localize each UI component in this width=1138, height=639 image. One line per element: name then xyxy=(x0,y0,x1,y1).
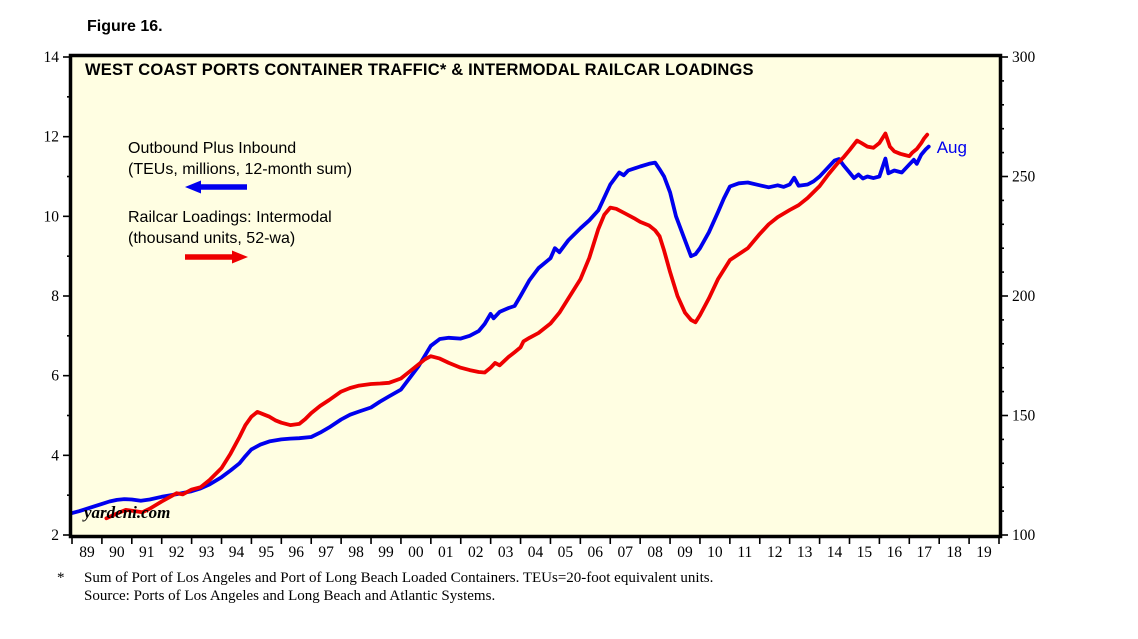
series-end-label: Aug xyxy=(936,137,967,157)
x-axis-tick-label: 00 xyxy=(408,544,424,561)
x-axis-tick-label: 17 xyxy=(916,544,932,561)
x-axis-tick-label: 02 xyxy=(467,544,484,561)
x-axis-tick-label: 92 xyxy=(168,544,185,561)
right-axis-tick-label: 300 xyxy=(1012,49,1036,66)
legend-series1-line1: Outbound Plus Inbound xyxy=(128,140,297,157)
x-axis-tick-label: 07 xyxy=(617,544,633,561)
left-axis-tick-label: 12 xyxy=(43,128,59,146)
right-axis-tick-label: 100 xyxy=(1012,527,1036,544)
x-axis-tick-label: 18 xyxy=(946,544,962,561)
legend-series2 xyxy=(128,207,332,249)
left-axis-tick-label: 6 xyxy=(51,367,59,385)
x-axis-tick-label: 97 xyxy=(318,544,334,561)
legend-series1-line2: (TEUs, millions, 12-month sum) xyxy=(128,161,353,178)
x-axis-tick-label: 13 xyxy=(796,544,813,561)
chart-title: WEST COAST PORTS CONTAINER TRAFFIC* & INTERMODAL RAILCAR LOADINGS xyxy=(85,61,754,79)
x-axis-tick-label: 10 xyxy=(707,544,723,561)
legend-series2-line2: (thousand units, 52-wa) xyxy=(128,230,296,247)
footnote-line1: Sum of Port of Los Angeles and Port of Long Beach Loaded Containers. TEUs=20-foot equivalent units. xyxy=(84,570,714,586)
x-axis-tick-label: 98 xyxy=(348,544,364,561)
right-axis-tick-label: 200 xyxy=(1012,288,1036,305)
footnote-line2: Source: Ports of Los Angeles and Long Beach and Atlantic Systems. xyxy=(84,588,496,604)
left-axis-tick-label: 10 xyxy=(43,208,59,226)
x-axis-tick-label: 11 xyxy=(737,544,753,561)
left-axis-tick-label: 8 xyxy=(51,288,59,305)
left-axis-tick-label: 2 xyxy=(51,527,59,544)
plot-area xyxy=(72,57,999,535)
x-axis-tick-label: 05 xyxy=(557,544,574,561)
legend-series2-line1: Railcar Loadings: Intermodal xyxy=(128,209,332,226)
x-axis-tick-label: 14 xyxy=(826,544,843,561)
x-axis-tick-label: 90 xyxy=(109,544,125,561)
left-axis-tick-label: 4 xyxy=(51,447,59,465)
x-axis-tick-label: 19 xyxy=(976,544,992,561)
x-axis-tick-label: 03 xyxy=(497,544,514,561)
footnote-star: * xyxy=(57,570,65,586)
x-axis-tick-label: 09 xyxy=(677,544,693,561)
x-axis-tick-label: 12 xyxy=(766,544,783,561)
left-axis-tick-label: 14 xyxy=(43,49,59,66)
x-axis-tick-label: 94 xyxy=(228,544,245,561)
x-axis-tick-label: 91 xyxy=(139,544,155,561)
right-axis-tick-label: 150 xyxy=(1012,407,1036,425)
x-axis-tick-label: 04 xyxy=(527,544,544,561)
figure-label: Figure 16. xyxy=(87,18,163,35)
watermark: yardeni.com xyxy=(84,503,171,522)
right-axis-tick-label: 250 xyxy=(1012,168,1036,186)
x-axis-tick-label: 16 xyxy=(886,544,903,561)
x-axis-tick-label: 96 xyxy=(288,544,305,561)
x-axis-tick-label: 15 xyxy=(856,544,873,561)
x-axis-tick-label: 99 xyxy=(378,544,394,561)
x-axis-tick-label: 06 xyxy=(587,544,604,561)
x-axis-tick-label: 08 xyxy=(647,544,663,561)
x-axis-tick-label: 95 xyxy=(258,544,275,561)
x-axis-tick-label: 93 xyxy=(198,544,215,561)
x-axis-tick-label: 89 xyxy=(79,544,95,561)
legend-series1 xyxy=(128,138,352,180)
x-axis-tick-label: 01 xyxy=(438,544,454,561)
